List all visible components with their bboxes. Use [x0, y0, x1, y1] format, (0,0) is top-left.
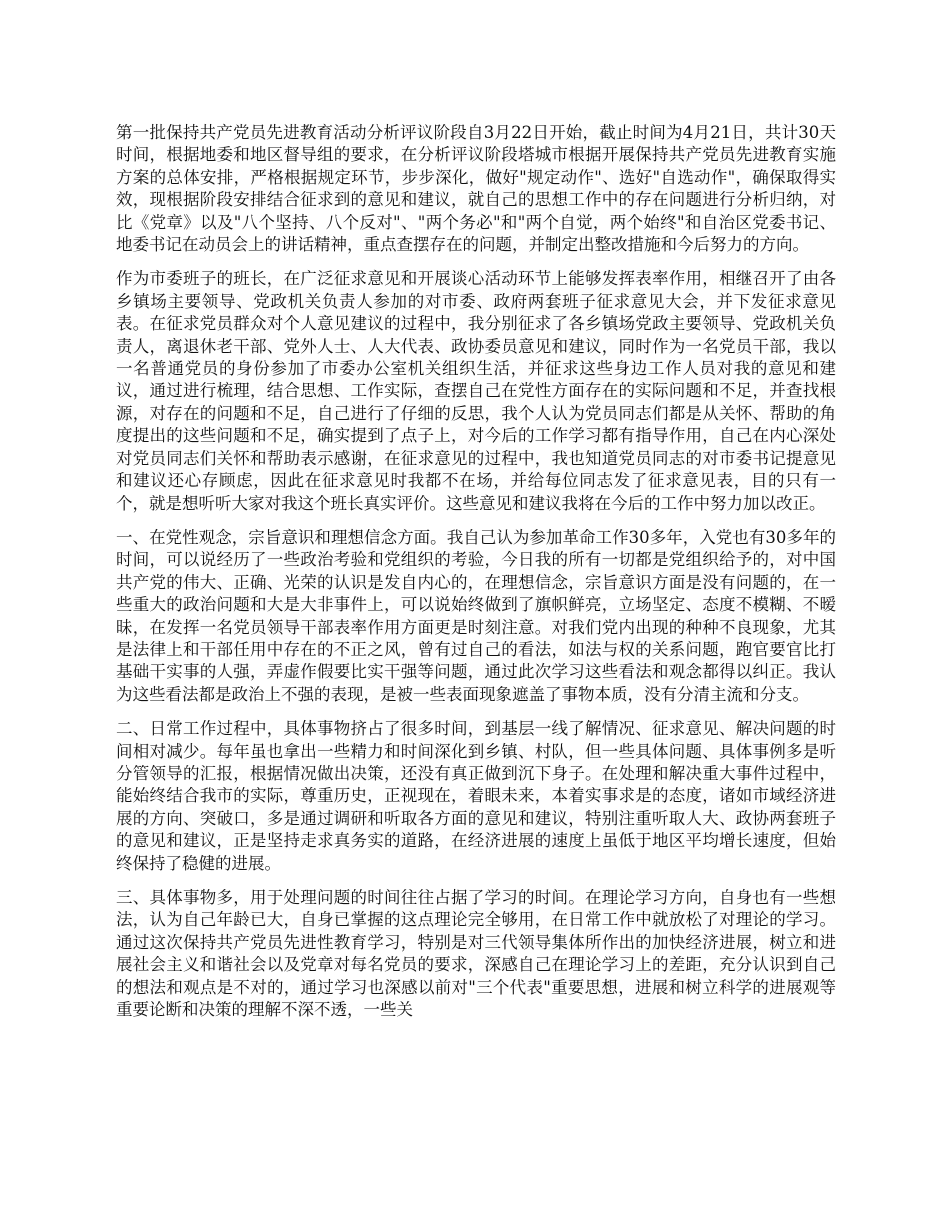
paragraph-opinion-solicitation: 作为市委班子的班长，在广泛征求意见和开展谈心活动环节上能够发挥表率作用，相继召开了由各乡镇场主要领导、党政机关负责人参加的对市委、政府两套班子征求意见大会，并下发征求意见表。在征求党员群众对个人意见建议的过程中，我分别征求了各乡镇场党政主要领导、党政机关负责人，离退休老干部、党外人士、人大代表、政协委员意见和建议，同时作为一名党员干部，我以一名普通党员的身份参加了市委办公室机关组织生活，并征求这些身边工作人员对我的意见和建议，通过进行梳理，结合思想、工作实际，查摆自己在党性方面存在的实际问题和不足，并查找根源，对存在的问题和不足，自己进行了仔细的反思，我个人认为党员同志们都是从关怀、帮助的角度提出的这些问题和不足，确实提到了点子上，对今后的工作学习都有指导作用，自己在内心深处对党员同志们关怀和帮助表示感谢，在征求意见的过程中，我也知道党员同志的对市委书记提意见和建议还心存顾虑，因此在征求意见时我都不在场，并给每位同志发了征求意见表，目的只有一个，就是想听听大家对我这个班长真实评价。这些意见和建议我将在今后的工作中努力加以改正。: [116, 269, 836, 513]
paragraph-section-one: 一、在党性观念，宗旨意识和理想信念方面。我自己认为参加革命工作30多年，入党也有30多年的时间，可以说经历了一些政治考验和党组织的考验，今日我的所有一切都是党组织给予的，对中国共产党的伟大、正确、光荣的认识是发自内心的，在理想信念，宗旨意识方面是没有问题的，在一些重大的政治问题和大是大非事件上，可以说始终做到了旗帜鲜亮，立场坚定、态度不模糊、不暧昧，在发挥一名党员领导干部表率作用方面更是时刻注意。对我们党内出现的种种不良现象，尤其是法律上和干部任用中存在的不正之风，曾有过自己的看法，如法与权的关系问题，跑官要官比打基础干实事的人强，弄虚作假要比实干强等问题，通过此次学习这些看法和观念都得以纠正。我认为这些看法都是政治上不强的表现，是被一些表面现象遮盖了事物本质，没有分清主流和分支。: [116, 527, 836, 704]
paragraph-section-three: 三、具体事物多，用于处理问题的时间往往占据了学习的时间。在理论学习方向，自身也有一些想法，认为自己年龄已大，自身已掌握的这点理论完全够用，在日常工作中就放松了对理论的学习。通过这次保持共产党员先进性教育学习，特别是对三代领导集体所作出的加快经济进展，树立和进展社会主义和谐社会以及党章对每名党员的要求，深感自己在理论学习上的差距，充分认识到自己的想法和观点是不对的，通过学习也深感以前对"三个代表"重要思想，进展和树立科学的进展观等重要论断和决策的理解不深不透，一些关: [116, 888, 836, 1020]
paragraph-intro: 第一批保持共产党员先进教育活动分析评议阶段自3月22日开始，截止时间为4月21日，共计30天时间，根据地委和地区督导组的要求，在分析评议阶段塔城市根据开展保持共产党员先进教育实施方案的总体安排，严格根据规定环节，步步深化，做好"规定动作"、选好"自选动作"，确保取得实效，现根据阶段安排结合征求到的意见和建议，就自己的思想工作中的存在问题进行分析归纳，对比《党章》以及"八个坚持、八个反对"、"两个务必"和"两个自觉，两个始终"和自治区党委书记、地委书记在动员会上的讲话精神，重点查摆存在的问题，并制定出整改措施和今后努力的方向。: [116, 123, 836, 255]
paragraph-section-two: 二、日常工作过程中，具体事物挤占了很多时间，到基层一线了解情况、征求意见、解决问题的时间相对减少。每年虽也拿出一些精力和时间深化到乡镇、村队，但一些具体问题、具体事例多是听分管领导的汇报，根据情况做出决策，还没有真正做到沉下身子。在处理和解决重大事件过程中，能始终结合我市的实际，尊重历史，正视现在，着眼未来，本着实事求是的态度，诸如市域经济进展的方向、突破口，多是通过调研和听取各方面的意见和建议，特别注重听取人大、政协两套班子的意见和建议，正是坚持走求真务实的道路，在经济进展的速度上虽低于地区平均增长速度，但始终保持了稳健的进展。: [116, 719, 836, 873]
document-body: [116, 122, 836, 1033]
